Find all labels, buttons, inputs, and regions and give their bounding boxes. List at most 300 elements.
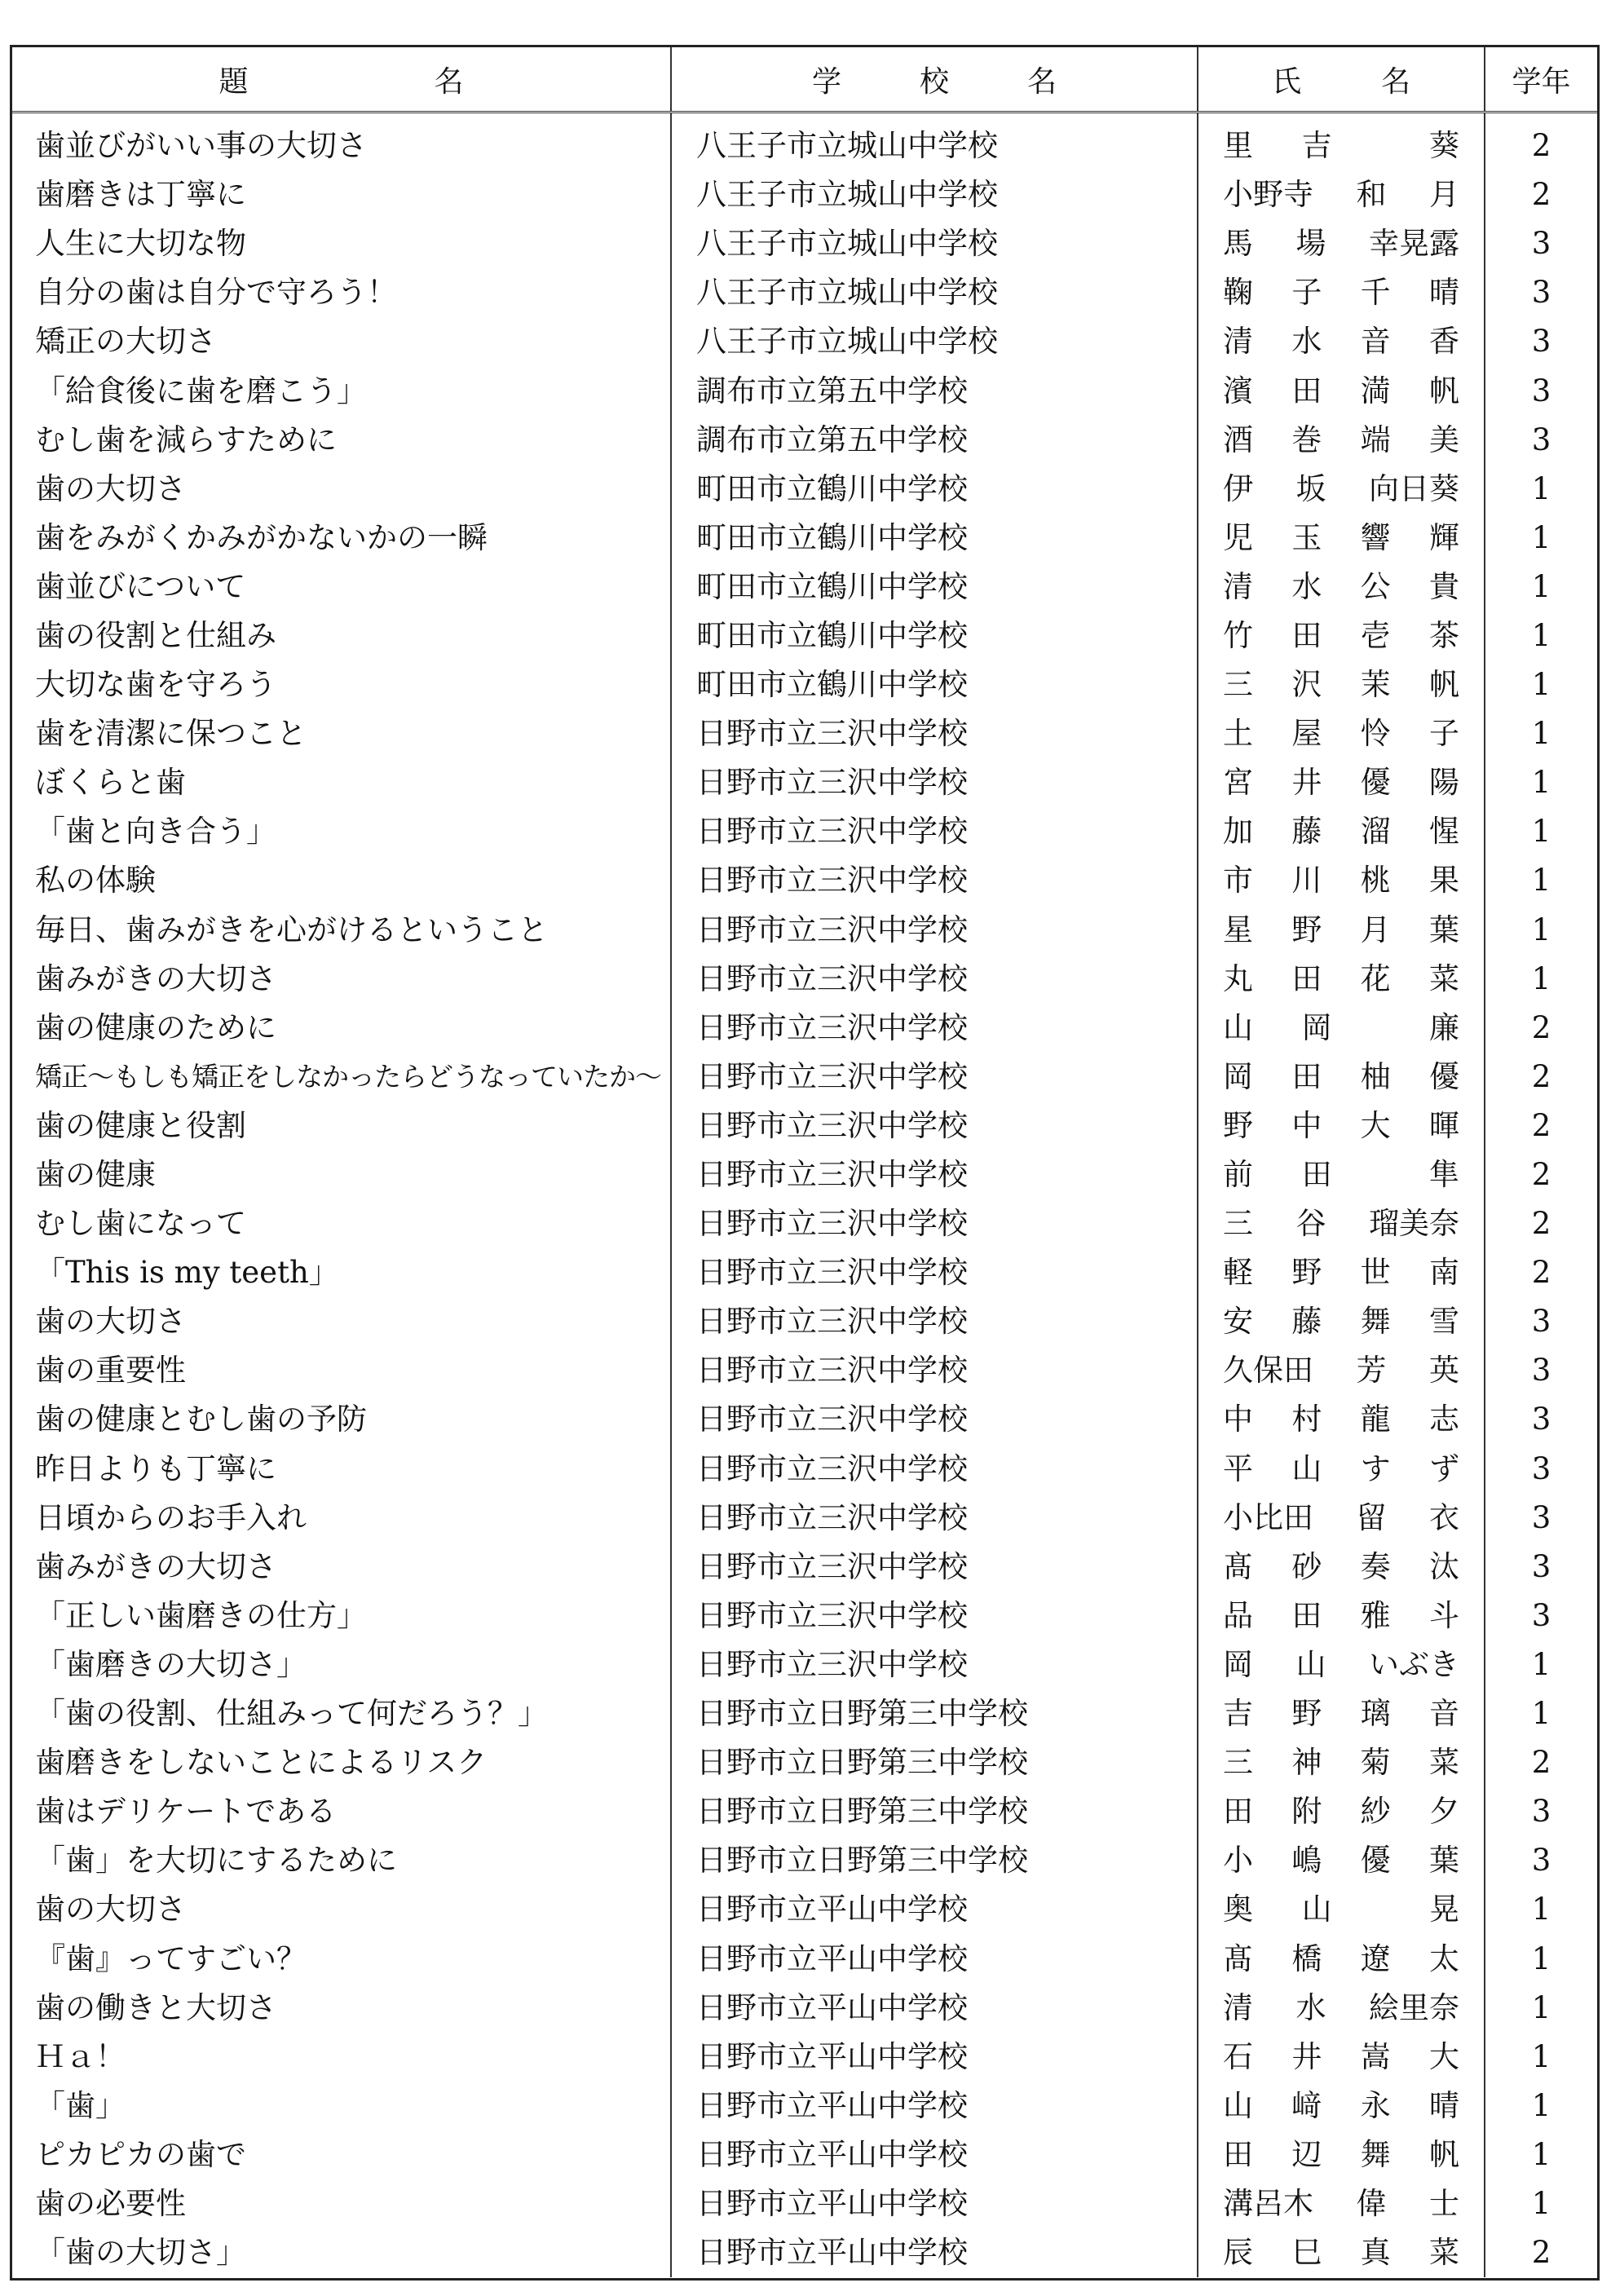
- table-row: [12, 1885, 1597, 1934]
- name-part: 夕: [1428, 1794, 1459, 1830]
- entry-student-name: [1198, 1395, 1485, 1444]
- name-part: 幸晃露: [1369, 226, 1459, 262]
- name-part: 田: [1291, 373, 1322, 408]
- name-part: 竹: [1223, 617, 1253, 653]
- name-part: 茉: [1360, 667, 1391, 703]
- name-part: 優: [1360, 765, 1391, 801]
- table-row: [12, 2179, 1597, 2228]
- name-part: 星: [1223, 912, 1253, 947]
- name-part: 和: [1356, 177, 1387, 213]
- entry-student-name: [1198, 612, 1485, 660]
- entry-student-name: [1198, 1836, 1485, 1885]
- name-part: 暉: [1428, 1107, 1459, 1143]
- name-part: 藤: [1291, 814, 1322, 850]
- name-part: 葵: [1428, 128, 1459, 164]
- entry-title: 歯の働きと大切さ: [35, 1989, 276, 2025]
- entry-student-name: [1198, 170, 1485, 219]
- entry-school: 日野市立平山中学校: [671, 2033, 1198, 2082]
- entry-grade: 1: [1485, 660, 1597, 709]
- name-part: 巻: [1291, 422, 1322, 457]
- entry-grade: 1: [1485, 807, 1597, 856]
- entry-grade: 3: [1485, 1494, 1597, 1543]
- entry-grade: 1: [1485, 2082, 1597, 2130]
- entry-student-name: [1198, 856, 1485, 905]
- table-row: [12, 758, 1597, 807]
- entry-grade: 1: [1485, 563, 1597, 612]
- entry-title: Ｈａ！: [35, 2038, 126, 2074]
- entry-grade: 1: [1485, 1689, 1597, 1738]
- entry-grade: 2: [1485, 1102, 1597, 1150]
- header-name-char-2: 名: [1380, 64, 1410, 99]
- name-part: 神: [1291, 1745, 1322, 1781]
- name-part: 軽: [1223, 1255, 1253, 1291]
- table-row: [12, 465, 1597, 514]
- table-row: [12, 1102, 1597, 1150]
- name-part: 瑠美奈: [1369, 1206, 1459, 1242]
- name-part: 田: [1291, 1058, 1322, 1094]
- entry-school: 日野市立三沢中学校: [671, 1199, 1198, 1248]
- entry-grade: 3: [1485, 1836, 1597, 1885]
- header-school: [671, 47, 1198, 113]
- entry-title: 歯の大切さ: [35, 1304, 186, 1340]
- table-row: [12, 1297, 1597, 1346]
- name-part: 音: [1360, 324, 1391, 360]
- name-part: 中: [1223, 1402, 1253, 1437]
- entry-school: 日野市立三沢中学校: [671, 955, 1198, 1004]
- name-part: 濱: [1223, 373, 1253, 408]
- entry-school: 日野市立三沢中学校: [671, 1004, 1198, 1053]
- entry-student-name: [1198, 2082, 1485, 2130]
- entry-title: 歯の健康のために: [35, 1009, 276, 1045]
- entry-student-name: [1198, 709, 1485, 758]
- entry-student-name: [1198, 1787, 1485, 1836]
- entry-grade: 1: [1485, 2033, 1597, 2082]
- name-part: 汰: [1428, 1548, 1459, 1584]
- entry-grade: 3: [1485, 1445, 1597, 1494]
- entry-student-name: [1198, 268, 1485, 317]
- name-part: 小比田: [1223, 1499, 1313, 1535]
- entry-student-name: [1198, 1738, 1485, 1787]
- table-row: [12, 1004, 1597, 1053]
- table-row: [12, 1543, 1597, 1592]
- name-part: 田: [1291, 1597, 1322, 1633]
- entry-grade: 3: [1485, 1297, 1597, 1346]
- name-part: 隼: [1428, 1157, 1459, 1193]
- header-title: [12, 47, 671, 113]
- table-row: [12, 1934, 1597, 1983]
- table-row: [12, 514, 1597, 563]
- entry-student-name: [1198, 1445, 1485, 1494]
- name-part: 川: [1291, 863, 1322, 899]
- entry-student-name: [1198, 1885, 1485, 1934]
- table-row: [12, 113, 1597, 171]
- entry-title: 「給食後に歯を磨こう」: [35, 373, 367, 408]
- entry-title: 大切な歯を守ろう: [35, 667, 276, 703]
- name-part: 帆: [1428, 667, 1459, 703]
- entry-student-name: [1198, 563, 1485, 612]
- name-part: 辺: [1291, 2136, 1322, 2172]
- entry-title: 「歯磨きの大切さ」: [35, 1646, 307, 1682]
- entry-student-name: [1198, 2033, 1485, 2082]
- entry-student-name: [1198, 1248, 1485, 1297]
- name-part: 奥: [1223, 1892, 1253, 1927]
- name-part: 品: [1223, 1597, 1253, 1633]
- name-part: 桃: [1360, 863, 1391, 899]
- entry-title: 歯磨きは丁寧に: [35, 177, 246, 213]
- name-part: 小野寺: [1223, 177, 1313, 213]
- entry-title: 歯並びがいい事の大切さ: [35, 128, 367, 164]
- header-grade: 学年: [1485, 47, 1597, 113]
- name-part: 香: [1428, 324, 1459, 360]
- name-part: 真: [1360, 2235, 1391, 2271]
- entry-student-name: [1198, 317, 1485, 366]
- entry-student-name: [1198, 113, 1485, 171]
- entry-school: 八王子市立城山中学校: [671, 219, 1198, 268]
- table-row: [12, 1395, 1597, 1444]
- entry-grade: 1: [1485, 612, 1597, 660]
- entry-student-name: [1198, 1053, 1485, 1102]
- entry-grade: 1: [1485, 1984, 1597, 2033]
- name-part: 野: [1291, 912, 1322, 947]
- name-part: 小: [1223, 1843, 1253, 1879]
- entry-student-name: [1198, 906, 1485, 955]
- name-part: 柚: [1360, 1058, 1391, 1094]
- entry-school: 日野市立平山中学校: [671, 2130, 1198, 2179]
- name-part: 岡: [1301, 1009, 1332, 1045]
- name-part: 晃: [1428, 1892, 1459, 1927]
- name-part: 吉: [1301, 128, 1332, 164]
- entry-school: 日野市立平山中学校: [671, 2179, 1198, 2228]
- table-row: [12, 709, 1597, 758]
- table-row: [12, 1346, 1597, 1395]
- entry-title: 「歯の役割、仕組みって何だろう？」: [35, 1696, 548, 1732]
- name-part: 坂: [1295, 470, 1326, 506]
- entry-grade: 3: [1485, 366, 1597, 415]
- name-part: 菜: [1428, 960, 1459, 996]
- name-part: 水: [1291, 568, 1322, 604]
- name-part: 帆: [1428, 2136, 1459, 2172]
- header-name-char-1: 氏: [1272, 64, 1302, 99]
- entry-school: 日野市立日野第三中学校: [671, 1836, 1198, 1885]
- name-part: 晴: [1428, 2087, 1459, 2123]
- name-part: 井: [1291, 2038, 1322, 2074]
- header-school-char-1: 学: [812, 64, 842, 99]
- table-body: [12, 113, 1597, 2278]
- name-part: 岡: [1223, 1646, 1253, 1682]
- header-title-char-2: 名: [434, 64, 464, 99]
- entry-grade: 3: [1485, 317, 1597, 366]
- entry-school: 日野市立三沢中学校: [671, 1150, 1198, 1199]
- entry-title: 歯の役割と仕組み: [35, 617, 276, 653]
- name-part: 向日葵: [1369, 470, 1459, 506]
- name-part: 満: [1360, 373, 1391, 408]
- entry-title: 歯の健康: [35, 1157, 156, 1193]
- name-part: 水: [1295, 1989, 1326, 2025]
- name-part: 晴: [1428, 275, 1459, 311]
- entry-student-name: [1198, 1592, 1485, 1640]
- name-part: 奏: [1360, 1548, 1391, 1584]
- name-part: 嶋: [1291, 1843, 1322, 1879]
- table-row: [12, 2228, 1597, 2277]
- name-part: 前: [1223, 1157, 1253, 1193]
- entry-title: 「歯」を大切にするために: [35, 1843, 397, 1879]
- table-row: [12, 1248, 1597, 1297]
- name-part: 三: [1223, 667, 1253, 703]
- name-part: 伊: [1223, 470, 1253, 506]
- name-part: 子: [1428, 716, 1459, 752]
- entry-school: 町田市立鶴川中学校: [671, 612, 1198, 660]
- entry-student-name: [1198, 1984, 1485, 2033]
- name-part: 南: [1428, 1255, 1459, 1291]
- entry-title: 歯はデリケートである: [35, 1794, 337, 1830]
- table-row: [12, 268, 1597, 317]
- entry-grade: 2: [1485, 113, 1597, 171]
- name-part: 辰: [1223, 2235, 1253, 2271]
- entry-title: 「歯」: [35, 2087, 126, 2123]
- table-row: [12, 807, 1597, 856]
- entry-title: 「正しい歯磨きの仕方」: [35, 1597, 367, 1633]
- name-part: 橋: [1291, 1941, 1322, 1976]
- name-part: 児: [1223, 519, 1253, 555]
- entry-school: 八王子市立城山中学校: [671, 268, 1198, 317]
- entry-title: 私の体験: [35, 863, 156, 899]
- name-part: 響: [1360, 519, 1391, 555]
- entry-school: 日野市立三沢中学校: [671, 1395, 1198, 1444]
- name-part: 果: [1428, 863, 1459, 899]
- table-row: [12, 612, 1597, 660]
- header-school-char-2: 校: [919, 64, 949, 99]
- name-part: 石: [1223, 2038, 1253, 2074]
- name-part: 怜: [1360, 716, 1391, 752]
- entry-school: 日野市立日野第三中学校: [671, 1738, 1198, 1787]
- entry-title: 「歯と向き合う」: [35, 814, 276, 850]
- name-part: 﨑: [1291, 2087, 1322, 2123]
- name-part: 田: [1301, 1157, 1332, 1193]
- name-part: 菜: [1428, 2235, 1459, 2271]
- table-row: [12, 1592, 1597, 1640]
- entry-school: 八王子市立城山中学校: [671, 113, 1198, 171]
- name-part: 村: [1291, 1402, 1322, 1437]
- entry-student-name: [1198, 955, 1485, 1004]
- entry-student-name: [1198, 219, 1485, 268]
- entry-school: 町田市立鶴川中学校: [671, 563, 1198, 612]
- entry-school: 町田市立鶴川中学校: [671, 465, 1198, 514]
- name-part: 廉: [1428, 1009, 1459, 1045]
- entry-student-name: [1198, 660, 1485, 709]
- name-part: 貴: [1428, 568, 1459, 604]
- entry-school: 八王子市立城山中学校: [671, 170, 1198, 219]
- entry-title: 『歯』ってすごい？: [35, 1941, 307, 1976]
- name-part: 平: [1223, 1450, 1253, 1486]
- entry-school: 日野市立三沢中学校: [671, 807, 1198, 856]
- entry-grade: 2: [1485, 1199, 1597, 1248]
- entry-grade: 3: [1485, 416, 1597, 465]
- entry-student-name: [1198, 2130, 1485, 2179]
- entry-grade: 2: [1485, 170, 1597, 219]
- table-row: [12, 1150, 1597, 1199]
- table-row: [12, 170, 1597, 219]
- entry-grade: 2: [1485, 1053, 1597, 1102]
- name-part: 沢: [1291, 667, 1322, 703]
- entry-school: 日野市立平山中学校: [671, 2228, 1198, 2277]
- name-part: 世: [1360, 1255, 1391, 1291]
- header-name: [1198, 47, 1485, 113]
- name-part: 菜: [1428, 1745, 1459, 1781]
- entry-school: 日野市立日野第三中学校: [671, 1689, 1198, 1738]
- name-part: 玉: [1291, 519, 1322, 555]
- entry-grade: 3: [1485, 1395, 1597, 1444]
- entry-title: 「This is my teeth」: [35, 1255, 339, 1291]
- entry-grade: 3: [1485, 268, 1597, 317]
- name-part: 士: [1429, 2185, 1459, 2221]
- name-part: 紗: [1360, 1794, 1391, 1830]
- entries-table-frame: [10, 45, 1600, 2281]
- name-part: 惺: [1428, 814, 1459, 850]
- name-part: 田: [1223, 1794, 1253, 1830]
- name-part: 三: [1223, 1206, 1253, 1242]
- entry-school: 日野市立三沢中学校: [671, 1543, 1198, 1592]
- name-part: 嵩: [1360, 2038, 1391, 2074]
- name-part: 水: [1291, 324, 1322, 360]
- entry-school: 日野市立平山中学校: [671, 2082, 1198, 2130]
- entries-table: [12, 47, 1597, 2277]
- entry-title: 歯の大切さ: [35, 470, 186, 506]
- entry-grade: 1: [1485, 1885, 1597, 1934]
- entry-school: 日野市立三沢中学校: [671, 709, 1198, 758]
- entry-title: 昨日よりも丁寧に: [35, 1450, 276, 1486]
- table-row: [12, 955, 1597, 1004]
- entry-student-name: [1198, 1934, 1485, 1983]
- name-part: 井: [1291, 765, 1322, 801]
- name-part: 芳: [1356, 1353, 1387, 1389]
- name-part: 花: [1360, 960, 1391, 996]
- entry-school: 日野市立三沢中学校: [671, 758, 1198, 807]
- name-part: 優: [1360, 1843, 1391, 1879]
- name-part: 髙: [1223, 1548, 1253, 1584]
- table-row: [12, 856, 1597, 905]
- entry-title: むし歯になって: [35, 1206, 246, 1242]
- name-part: 葉: [1428, 1843, 1459, 1879]
- name-part: 土: [1223, 716, 1253, 752]
- name-part: 茶: [1428, 617, 1459, 653]
- entry-title: 自分の歯は自分で守ろう！: [35, 275, 397, 311]
- name-part: 安: [1223, 1304, 1253, 1340]
- table-row: [12, 1445, 1597, 1494]
- name-part: 山: [1223, 2087, 1253, 2123]
- name-part: 舞: [1360, 1304, 1391, 1340]
- name-part: 龍: [1360, 1402, 1391, 1437]
- entry-school: 日野市立三沢中学校: [671, 1053, 1198, 1102]
- entry-grade: 2: [1485, 1004, 1597, 1053]
- entry-title: 毎日、歯みがきを心がけるということ: [35, 912, 548, 947]
- entry-grade: 3: [1485, 219, 1597, 268]
- entry-grade: 2: [1485, 2228, 1597, 2277]
- entry-title: ピカピカの歯で: [35, 2136, 246, 2172]
- name-part: 丸: [1223, 960, 1253, 996]
- entry-school: 日野市立三沢中学校: [671, 906, 1198, 955]
- name-part: 菊: [1360, 1745, 1391, 1781]
- name-part: 太: [1428, 1941, 1459, 1976]
- entry-school: 日野市立三沢中学校: [671, 1494, 1198, 1543]
- entry-grade: 3: [1485, 1787, 1597, 1836]
- entry-student-name: [1198, 1346, 1485, 1395]
- name-part: 巳: [1291, 2235, 1322, 2271]
- table-row: [12, 1494, 1597, 1543]
- entry-school: 日野市立三沢中学校: [671, 1640, 1198, 1689]
- entry-grade: 1: [1485, 514, 1597, 563]
- entry-title: 歯並びについて: [35, 568, 246, 604]
- entry-title: 歯をみがくかみがかないかの一瞬: [35, 519, 488, 555]
- name-part: 岡: [1223, 1058, 1253, 1094]
- table-row: [12, 1053, 1597, 1102]
- entry-title: 歯みがきの大切さ: [35, 1548, 276, 1584]
- name-part: 優: [1428, 1058, 1459, 1094]
- name-part: 舞: [1360, 2136, 1391, 2172]
- name-part: 宮: [1223, 765, 1253, 801]
- table-row: [12, 563, 1597, 612]
- entry-title: ぼくらと歯: [35, 765, 186, 801]
- table-row: [12, 1199, 1597, 1248]
- name-part: 溜: [1360, 814, 1391, 850]
- entry-school: 日野市立三沢中学校: [671, 1445, 1198, 1494]
- name-part: 髙: [1223, 1941, 1253, 1976]
- entry-grade: 3: [1485, 1592, 1597, 1640]
- entry-school: 町田市立鶴川中学校: [671, 660, 1198, 709]
- entry-student-name: [1198, 1102, 1485, 1150]
- entry-student-name: [1198, 1004, 1485, 1053]
- entry-student-name: [1198, 416, 1485, 465]
- entry-title: 歯みがきの大切さ: [35, 960, 276, 996]
- entry-title: 「歯の大切さ」: [35, 2235, 246, 2271]
- entry-title: 矯正の大切さ: [35, 324, 216, 360]
- name-part: 山: [1291, 1450, 1322, 1486]
- name-part: 場: [1295, 226, 1326, 262]
- name-part: 溝呂木: [1223, 2185, 1313, 2221]
- entry-student-name: [1198, 807, 1485, 856]
- entry-grade: 1: [1485, 709, 1597, 758]
- entry-student-name: [1198, 366, 1485, 415]
- entry-school: 調布市立第五中学校: [671, 416, 1198, 465]
- name-part: ず: [1428, 1450, 1459, 1486]
- entry-grade: 1: [1485, 1640, 1597, 1689]
- entry-student-name: [1198, 1543, 1485, 1592]
- table-row: [12, 2033, 1597, 2082]
- table-row: [12, 219, 1597, 268]
- entry-grade: 1: [1485, 465, 1597, 514]
- entry-student-name: [1198, 1494, 1485, 1543]
- name-part: 大: [1360, 1107, 1391, 1143]
- entry-student-name: [1198, 2228, 1485, 2277]
- entry-title: 歯の健康とむし歯の予防: [35, 1402, 367, 1437]
- entry-school: 日野市立三沢中学校: [671, 1248, 1198, 1297]
- table-row: [12, 906, 1597, 955]
- name-part: 田: [1223, 2136, 1253, 2172]
- entry-grade: 1: [1485, 2130, 1597, 2179]
- name-part: 山: [1295, 1646, 1326, 1682]
- entry-student-name: [1198, 514, 1485, 563]
- name-part: 山: [1301, 1892, 1332, 1927]
- entry-title: 歯の健康と役割: [35, 1107, 246, 1143]
- entry-grade: 3: [1485, 1346, 1597, 1395]
- name-part: 雅: [1360, 1597, 1391, 1633]
- entry-grade: 1: [1485, 955, 1597, 1004]
- table-row: [12, 1689, 1597, 1738]
- entry-grade: 1: [1485, 758, 1597, 807]
- entry-school: 日野市立三沢中学校: [671, 1102, 1198, 1150]
- name-part: 屋: [1291, 716, 1322, 752]
- entry-student-name: [1198, 758, 1485, 807]
- entry-grade: 1: [1485, 2179, 1597, 2228]
